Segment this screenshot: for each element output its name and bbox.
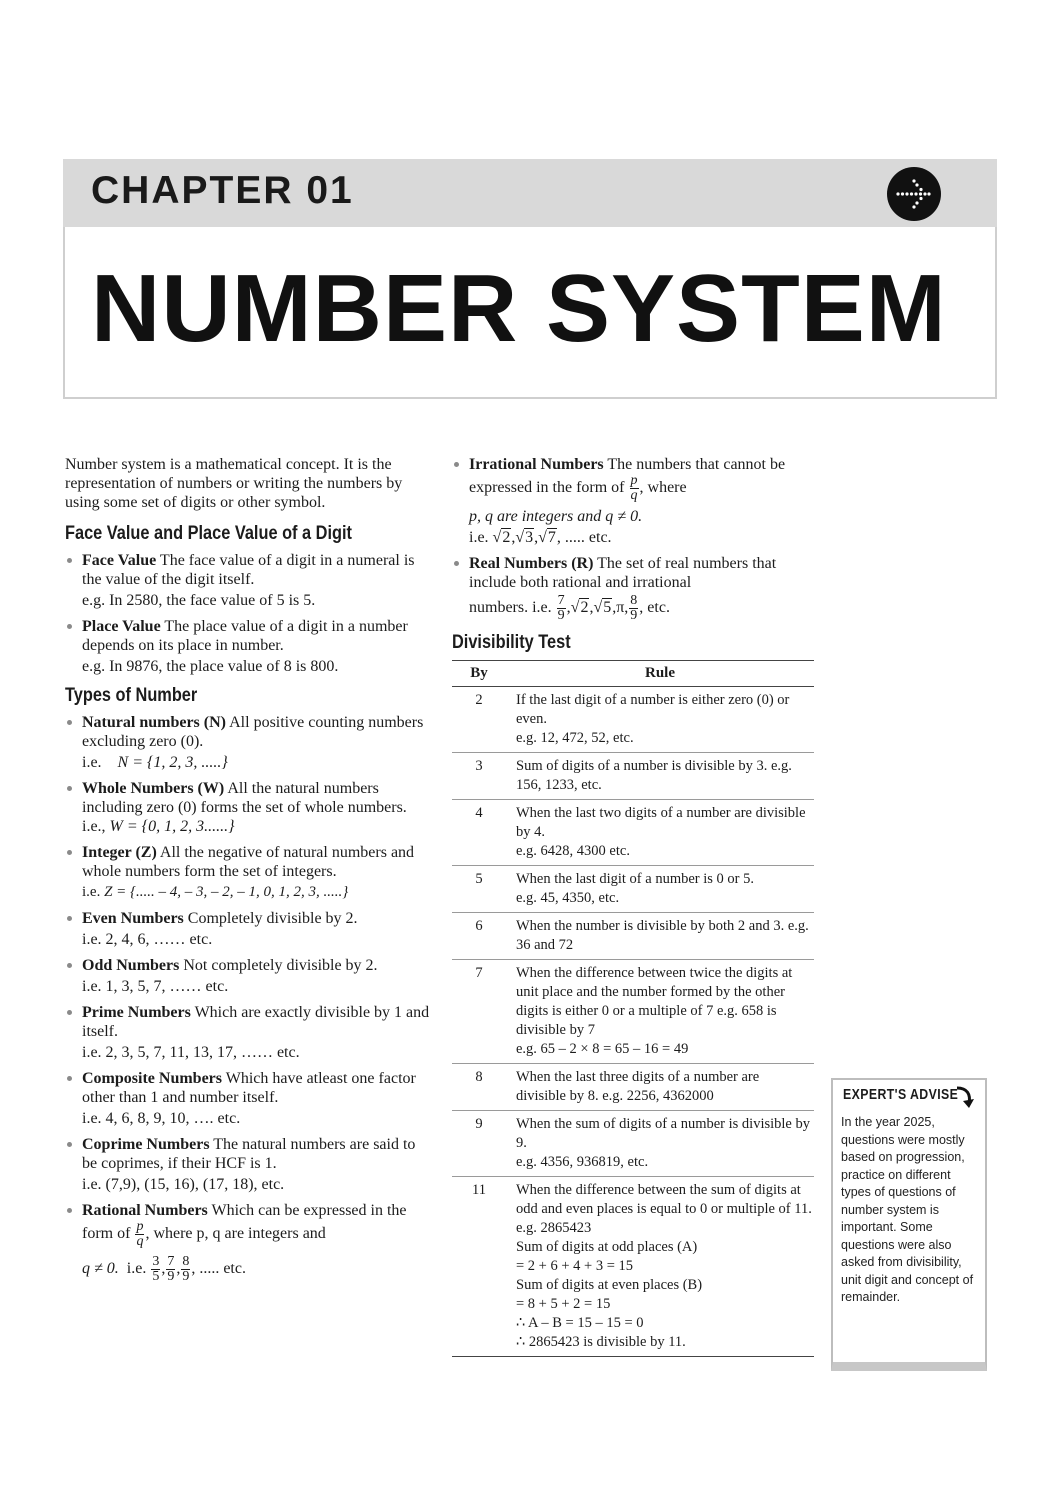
denominator: q — [136, 1234, 144, 1249]
dotted-arrow-right-icon — [887, 167, 941, 221]
table-row — [452, 1064, 814, 1111]
divisibility-table — [452, 660, 814, 1357]
condition: q ≠ 0. — [82, 1260, 119, 1278]
sqrt: √3 — [515, 529, 534, 546]
rule-line: When the number is divisible by both 2 and 3. e.g. 36 and 72 — [516, 918, 809, 953]
numerator: 3 — [152, 1254, 160, 1269]
fraction — [629, 594, 638, 623]
rule-cell — [506, 753, 814, 800]
column-header-rule: Rule — [506, 661, 814, 687]
fraction-p-over-q — [630, 474, 639, 503]
definition: Which have atleast one factor other than 1 and number itself. — [82, 1070, 416, 1106]
example-set: Z = {..... – 4, – 3, – 2, – 1, 0, 1, 2, 3, .....} — [104, 884, 349, 900]
definition-tail: , where p, q are integers and — [145, 1225, 326, 1243]
rule-cell — [506, 800, 814, 866]
fraction — [166, 1255, 175, 1284]
rule-line: Sum of digits at odd places (A) — [516, 1239, 698, 1255]
fraction-p-over-q — [135, 1220, 144, 1249]
table-row — [452, 1177, 814, 1357]
list-item — [65, 1135, 433, 1194]
definition-tail: , where — [639, 479, 687, 497]
fraction — [557, 594, 566, 623]
denominator: 9 — [557, 608, 565, 623]
section-heading-divisibility: Divisibility Test — [452, 632, 571, 653]
table-row — [452, 866, 814, 913]
term: Rational Numbers — [82, 1202, 208, 1219]
numerator: 7 — [557, 593, 565, 608]
rule-line: When the sum of digits of a number is divisible by 9. — [516, 1116, 810, 1151]
list-item — [65, 1003, 433, 1062]
term: Coprime Numbers — [82, 1136, 210, 1153]
divisor-cell: 9 — [452, 1111, 506, 1177]
rule-cell — [506, 1177, 814, 1357]
middle-column — [452, 455, 814, 1357]
divisor-cell: 11 — [452, 1177, 506, 1357]
numerator: p — [630, 473, 638, 488]
example-prefix: numbers. i.e. — [469, 599, 552, 617]
rule-line: e.g. 65 – 2 × 8 = 65 – 16 = 49 — [516, 1041, 689, 1057]
face-place-list — [65, 551, 433, 676]
example: i.e. 1, 3, 5, 7, …… etc. — [82, 978, 229, 995]
example: numbers. i.e. $\frac{7}{9}$ ,√2,√5,π, $\frac{8}{9}$ , etc. — [469, 593, 670, 623]
divisor-cell: 7 — [452, 960, 506, 1064]
example: i.e. 2, 3, 5, 7, 11, 13, 17, …… etc. — [82, 1044, 300, 1061]
rule-line: Sum of digits at even places (B) — [516, 1277, 703, 1293]
definition: Completely divisible by 2. — [183, 910, 358, 927]
term: Prime Numbers — [82, 1004, 191, 1021]
list-item — [65, 713, 433, 772]
example — [82, 753, 433, 772]
rule-line: ∴ A – B = 15 – 15 = 0 — [516, 1315, 644, 1331]
sqrt: √2 — [570, 599, 589, 617]
table-row — [452, 913, 814, 960]
numerator: p — [136, 1219, 144, 1234]
example: i.e. 2, 4, 6, …… etc. — [82, 931, 213, 948]
column-header-by: By — [452, 661, 506, 687]
radicand: 5 — [603, 599, 612, 617]
definition: The face value of a digit in a numeral is the value of the digit itself. — [82, 552, 415, 588]
definition: The natural numbers are said to be coprimes, if their HCF is 1. — [82, 1136, 416, 1172]
denominator: 9 — [182, 1269, 190, 1284]
term: Place Value — [82, 618, 161, 635]
condition: p, q are integers and q ≠ 0. — [469, 508, 643, 525]
list-item — [65, 956, 433, 996]
example-prefix: i.e. — [469, 529, 489, 546]
section-heading-types: Types of Number — [65, 685, 198, 706]
example: q ≠ 0. i.e. $\frac{3}{5}$ , $\frac{7}{9}$ , $\frac{8}{9}$ , ..... etc. — [82, 1254, 246, 1284]
section-heading-face-place: Face Value and Place Value of a Digit — [65, 523, 352, 544]
rule-line: e.g. 12, 472, 52, etc. — [516, 730, 634, 746]
sqrt: √2 — [492, 529, 511, 546]
chapter-label: CHAPTER 01 — [91, 169, 354, 212]
list-item — [65, 909, 433, 949]
table-row — [452, 753, 814, 800]
rule-line: e.g. 4356, 936819, etc. — [516, 1154, 649, 1170]
etc: , ..... etc. — [556, 529, 612, 546]
list-item — [452, 554, 814, 623]
term: Integer (Z) — [82, 844, 157, 861]
example-prefix: i.e. — [82, 884, 101, 900]
experts-advise-box — [831, 1078, 987, 1371]
curved-arrow-icon — [955, 1084, 977, 1110]
list-item — [452, 455, 814, 547]
example: i.e. 4, 6, 8, 9, 10, …. etc. — [82, 1110, 241, 1127]
rule-cell — [506, 913, 814, 960]
definition: Not completely divisible by 2. — [179, 957, 378, 974]
rule-line: When the last digit of a number is 0 or 5. — [516, 871, 754, 887]
etc: , ..... etc. — [191, 1260, 246, 1278]
rule-line: When the last two digits of a number are divisible by 4. — [516, 805, 806, 840]
rule-line: e.g. 6428, 4300 etc. — [516, 843, 630, 859]
radicand: 3 — [525, 529, 534, 546]
denominator: 5 — [152, 1269, 160, 1284]
definition: All the natural numbers including zero (0) forms the set of whole numbers. i.e., — [82, 780, 407, 835]
rule-cell — [506, 1111, 814, 1177]
rule-cell — [506, 866, 814, 913]
table-row — [452, 1111, 814, 1177]
term: Face Value — [82, 552, 157, 569]
rule-line: = 2 + 6 + 4 + 3 = 15 — [516, 1258, 634, 1274]
divisor-cell: 6 — [452, 913, 506, 960]
definition: All positive counting numbers excluding zero (0). — [82, 714, 424, 750]
table-body — [452, 687, 814, 1357]
fraction — [151, 1255, 160, 1284]
table-row — [452, 800, 814, 866]
chapter-band — [63, 159, 997, 227]
example-set: N = {1, 2, 3, .....} — [117, 754, 228, 771]
list-item — [65, 617, 433, 676]
denominator: 9 — [630, 608, 638, 623]
example: e.g. In 2580, the face value of 5 is 5. — [82, 592, 316, 609]
rule-line: When the difference between twice the digits at unit place and the number formed by the other digits is either 0 or a multiple of 7 e.g. 658 is divisible by 7 — [516, 965, 793, 1038]
definition: The place value of a digit in a number depends on its place in number. — [82, 618, 408, 654]
definition: Which can be expressed in the form of — [82, 1202, 407, 1243]
term: Even Numbers — [82, 910, 184, 927]
numerator: 7 — [167, 1254, 175, 1269]
rule-cell — [506, 1064, 814, 1111]
denominator: q — [630, 488, 638, 503]
rule-line: If the last digit of a number is either zero (0) or even. — [516, 692, 790, 727]
fraction — [181, 1255, 190, 1284]
rule-line: Sum of digits of a number is divisible by 3. e.g. 156, 1233, etc. — [516, 758, 792, 793]
term: Odd Numbers — [82, 957, 180, 974]
example-prefix: i.e. — [82, 754, 102, 771]
advise-text: In the year 2025, questions were mostly based on progression, practice on different types of questions of number system is important. Some questions were also asked from divisibility, unit digit and concept of remainder. — [841, 1115, 974, 1304]
list-item — [65, 1069, 433, 1128]
definition: The set of real numbers that include both rational and irrational — [469, 555, 777, 591]
divisor-cell: 5 — [452, 866, 506, 913]
divisor-cell: 2 — [452, 687, 506, 753]
radicand: 2 — [580, 599, 589, 617]
example-set: W = {0, 1, 2, 3......} — [109, 818, 235, 835]
left-column — [65, 455, 433, 1291]
divisor-cell: 3 — [452, 753, 506, 800]
denominator: 9 — [167, 1269, 175, 1284]
definition: The numbers that cannot be expressed in the form of — [469, 456, 786, 497]
advise-title: EXPERT'S ADVISE — [843, 1086, 959, 1103]
rule-line: When the last three digits of a number are divisible by 8. e.g. 2256, 4362000 — [516, 1069, 760, 1104]
list-item — [65, 779, 433, 836]
example: e.g. In 9876, the place value of 8 is 800. — [82, 658, 339, 675]
example: i.e. √2,√3,√7, ..... etc. — [469, 529, 612, 546]
definition: Which are exactly divisible by 1 and itself. — [82, 1004, 430, 1040]
term: Whole Numbers (W) — [82, 780, 225, 797]
table-row — [452, 960, 814, 1064]
rule-cell — [506, 960, 814, 1064]
example-prefix: i.e. — [126, 1260, 147, 1278]
rule-line: = 8 + 5 + 2 = 15 — [516, 1296, 611, 1312]
types-list-continued — [452, 455, 814, 623]
radicand: 7 — [547, 529, 556, 546]
term: Real Numbers (R) — [469, 555, 594, 572]
list-item — [65, 1201, 433, 1284]
title-box — [63, 227, 997, 399]
rule-line: ∴ 2865423 is divisible by 11. — [516, 1334, 686, 1350]
etc: , etc. — [639, 599, 670, 617]
divisor-cell: 8 — [452, 1064, 506, 1111]
example: i.e. (7,9), (15, 16), (17, 18), etc. — [82, 1176, 285, 1193]
rule-cell — [506, 687, 814, 753]
sqrt: √7 — [538, 529, 556, 546]
radicand: 2 — [502, 529, 511, 546]
sqrt: √5 — [593, 599, 612, 617]
types-list — [65, 713, 433, 1284]
list-item — [65, 843, 433, 902]
definition: All the negative of natural numbers and whole numbers form the set of integers. — [82, 844, 415, 880]
table-row — [452, 687, 814, 753]
numerator: 8 — [630, 593, 638, 608]
rule-line: When the difference between the sum of digits at odd and even places is equal to 0 or multiple of 11. e.g. 2865423 — [516, 1182, 812, 1236]
example — [82, 883, 433, 902]
chapter-title: NUMBER SYSTEM — [91, 255, 947, 362]
divisor-cell: 4 — [452, 800, 506, 866]
term: Natural numbers (N) — [82, 714, 226, 731]
intro-paragraph: Number system is a mathematical concept. It is the representation of numbers or writing the numbers by using some set of digits or other symbol. — [65, 456, 403, 511]
list-item — [65, 551, 433, 610]
table-header-row — [452, 661, 814, 687]
term: Irrational Numbers — [469, 456, 604, 473]
rule-line: e.g. 45, 4350, etc. — [516, 890, 620, 906]
term: Composite Numbers — [82, 1070, 222, 1087]
pi-symbol: π — [616, 599, 625, 617]
numerator: 8 — [182, 1254, 190, 1269]
